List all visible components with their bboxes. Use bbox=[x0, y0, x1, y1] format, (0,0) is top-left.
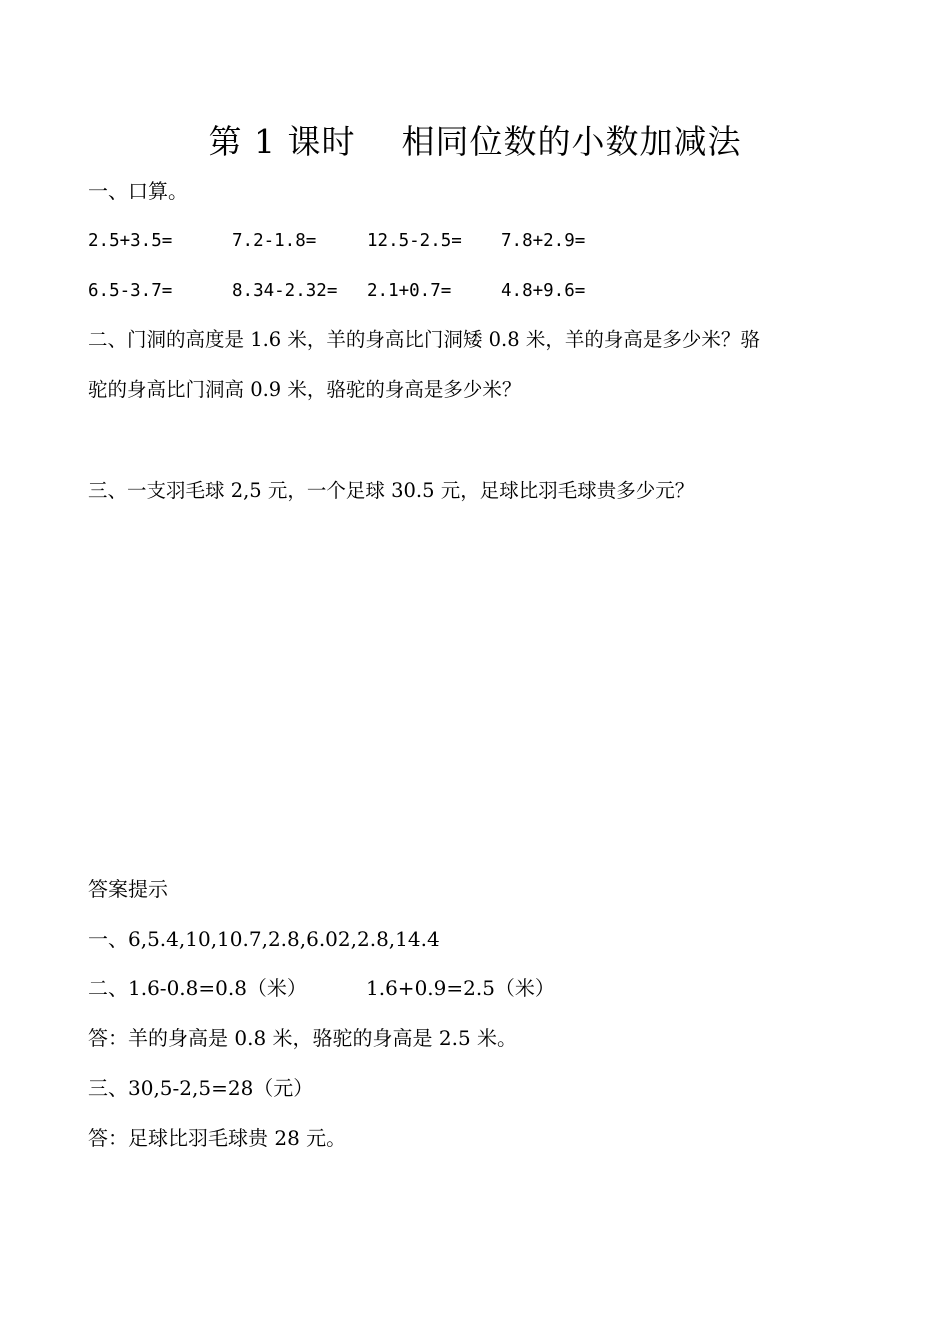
answer-3-calc: 三、30,5-2,5=28（元） bbox=[88, 1076, 314, 1100]
math-expression: 2.1+0.7= bbox=[367, 281, 452, 301]
math-expression: 2.5+3.5= bbox=[88, 231, 173, 251]
section-2-question-line-2: 驼的身高比门洞高 0.9 米，骆驼的身高是多少米？ bbox=[88, 378, 522, 401]
answer-2-calc-1: 二、1.6-0.8=0.8（米） bbox=[88, 976, 307, 1000]
answers-heading: 答案提示 bbox=[88, 877, 168, 901]
answer-2-statement: 答：羊的身高是 0.8 米，骆驼的身高是 2.5 米。 bbox=[88, 1026, 518, 1050]
section-3-question: 三、一支羽毛球 2,5 元，一个足球 30.5 元，足球比羽毛球贵多少元？ bbox=[88, 479, 695, 502]
math-expression: 7.2-1.8= bbox=[232, 231, 317, 251]
math-expression: 7.8+2.9= bbox=[501, 231, 586, 251]
math-expression: 6.5-3.7= bbox=[88, 281, 173, 301]
section-2-question-line-1: 二、门洞的高度是 1.6 米，羊的身高比门洞矮 0.8 米，羊的身高是多少米？骆 bbox=[88, 328, 760, 351]
math-expression: 12.5-2.5= bbox=[367, 231, 462, 251]
answer-1: 一、6,5.4,10,10.7,2.8,6.02,2.8,14.4 bbox=[88, 927, 440, 951]
section-1-heading: 一、口算。 bbox=[88, 179, 188, 203]
math-expression: 8.34-2.32= bbox=[232, 281, 338, 301]
math-expression: 4.8+9.6= bbox=[501, 281, 586, 301]
answer-2-calc-2: 1.6+0.9=2.5（米） bbox=[366, 976, 555, 1000]
answer-3-statement: 答：足球比羽毛球贵 28 元。 bbox=[88, 1126, 347, 1150]
page-title: 第 1 课时 相同位数的小数加减法 bbox=[208, 122, 742, 161]
